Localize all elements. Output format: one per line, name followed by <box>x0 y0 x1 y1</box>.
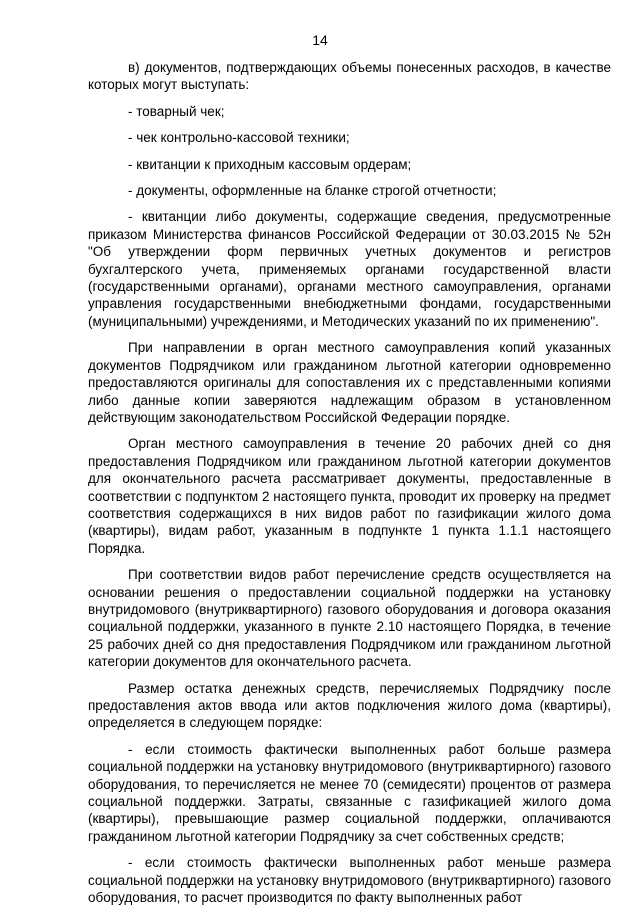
list-item-sales-receipt: - товарный чек; <box>128 103 225 119</box>
paragraph-remaining-amount: Размер остатка денежных средств, перечисляемых Подрядчику после предоставления актов ввода или актов подключения жилого дома (квартиры), определяется в следующем порядке: <box>88 680 611 731</box>
page-number: 14 <box>312 32 328 48</box>
paragraph-review-period: Орган местного самоуправления в течение 20 рабочих дней со дня предоставления Подрядчиком или гражданином льготной категории документов для окончательного расчета рассматривает документы, предоставленные в соответствии с подпунктом 2 настоящего пункта, проводит их проверку на предмет соответствия содержащихся в них видов работ по газификации жилого дома (квартиры), видам работ, указанным в подпункте 1 пункта 1.1.1 настоящего Порядка. <box>88 436 611 556</box>
list-item-cost-greater: - если стоимость фактически выполненных работ больше размера социальной поддержки на установку внутридомового (внутриквартирного) газового оборудования, то перечисляется не менее 70 (семидесяти) процентов от размера социальной поддержки. Затраты, связанные с газификацией жилого дома (квартиры), превышающие размер социальной поддержки, оплачиваются гражданином льготной категории Подрядчику за счет собственных средств; <box>88 741 611 844</box>
list-item-cash-order-receipts: - квитанции к приходным кассовым ордерам; <box>128 156 412 172</box>
list-item-strict-reporting-forms: - документы, оформленные на бланке строгой отчетности; <box>128 183 497 199</box>
document-body <box>88 59 611 915</box>
paragraph-documents-intro: в) документов, подтверждающих объемы понесенных расходов, в качестве которых могут выступать: <box>88 60 611 93</box>
list-item-cost-less: - если стоимость фактически выполненных работ меньше размера социальной поддержки на установку внутридомового (внутриквартирного) газового оборудования, то расчет производится по факту выполненных работ <box>88 855 611 906</box>
list-item-cash-register-receipt: - чек контрольно-кассовой техники; <box>128 130 350 146</box>
paragraph-funds-transfer: При соответствии видов работ перечисление средств осуществляется на основании решения о предоставлении социальной поддержки на установку внутридомового (внутриквартирного) газового оборудования и договора оказания социальной поддержки, указанного в пункте 2.10 настоящего Порядка, в течение 25 рабочих дней со дня предоставления Подрядчиком или гражданином льготной категории документов для окончательного расчета. <box>88 567 611 670</box>
paragraph-copies-originals: При направлении в орган местного самоуправления копий указанных документов Подрядчиком или гражданином льготной категории одновременно предоставляются оригиналы для сопоставления их с представленными копиями либо данные копии заверяются надлежащим образом в установленном действующим законодательством Российской Федерации порядке. <box>88 340 611 425</box>
list-item-ministry-order-documents: - квитанции либо документы, содержащие сведения, предусмотренные приказом Министерства финансов Российской Федерации от 30.03.2015 № 52н "Об утверждении форм первичных учетных документов и регистров бухгалтерского учета, применяемых органами государственной власти (государственными органами), органами местного самоуправления, органами управления государственными внебюджетными фондами, государственными (муниципальными) учреждениями, и Методических указаний по их применению". <box>88 209 611 329</box>
